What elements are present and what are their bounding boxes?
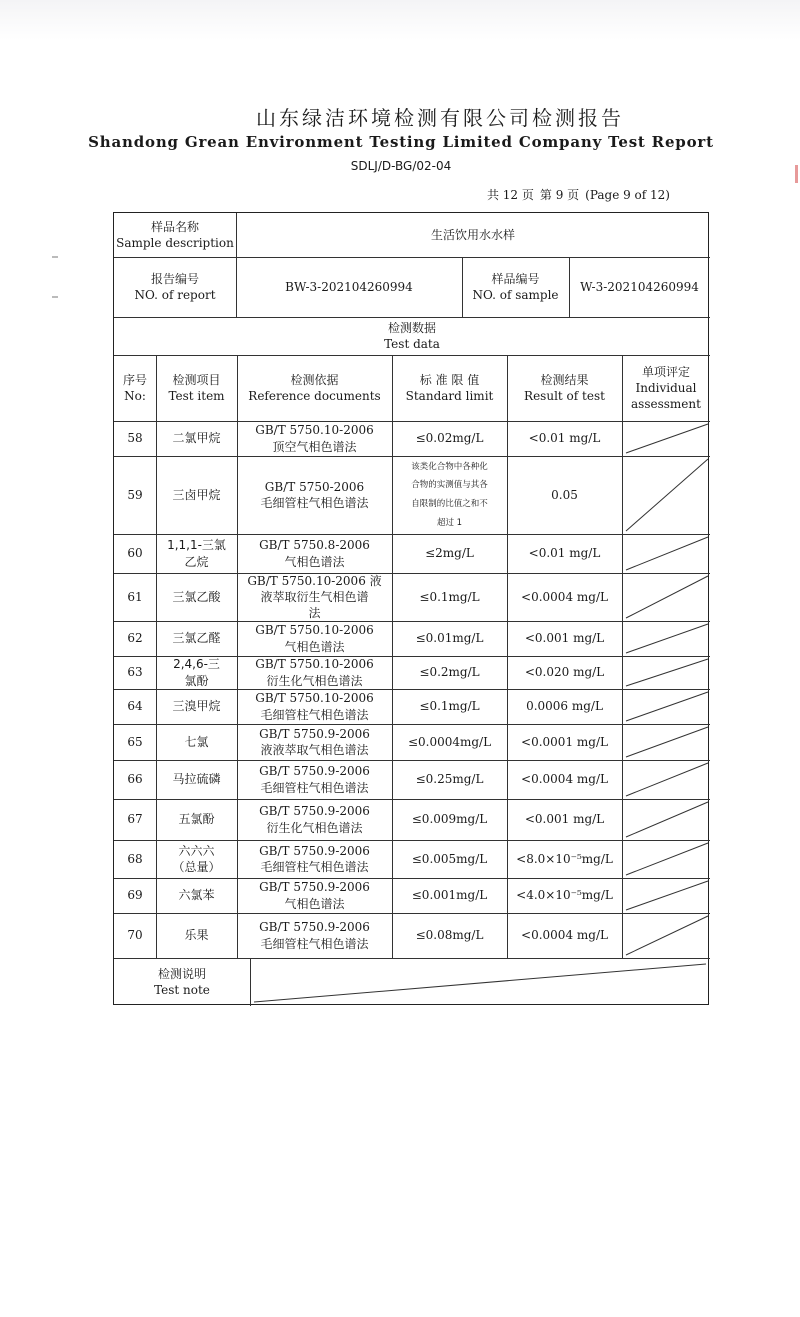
test-result-text: <0.0004 mg/L (521, 589, 608, 604)
row-number (114, 534, 156, 573)
reference-document (237, 760, 392, 799)
col-header-assessment-text: 单项评定 (641, 364, 690, 379)
row-number (114, 573, 156, 621)
test-result (507, 689, 622, 724)
standard-limit-text: 合物的实测值与其各 (411, 480, 488, 491)
reference-document-text: 衍生化气相色谱法 (266, 673, 363, 688)
reference-document (237, 913, 392, 958)
test-result-text: <4.0×10⁻⁵mg/L (516, 888, 613, 903)
row-number (114, 689, 156, 724)
col-header-reference-text: Reference documents (248, 389, 381, 403)
reference-document-text: 毛细管柱气相色谱法 (260, 707, 369, 722)
page-current: 第 9 页 (539, 188, 580, 202)
test-item (156, 573, 237, 621)
test-item-text: 乙烷 (184, 554, 209, 569)
reference-document (237, 878, 392, 913)
test-item-text: 二氯甲烷 (172, 431, 221, 446)
reference-document (237, 456, 392, 534)
reference-document-text: 衍生化气相色谱法 (266, 820, 363, 835)
row-number (114, 456, 156, 534)
test-result-text: 0.0006 mg/L (526, 699, 603, 714)
reference-document-text: GB/T 5750.9-2006 (259, 726, 370, 741)
test-result-text: <8.0×10⁻⁵mg/L (516, 851, 613, 866)
test-item (156, 656, 237, 689)
test-data-title-text: 检测数据 (387, 320, 436, 335)
scan-shadow (0, 0, 800, 40)
assessment-strike (626, 459, 708, 531)
reference-document (237, 621, 392, 656)
row-number-text: 61 (127, 589, 143, 604)
assessment-strike (626, 692, 708, 721)
reference-document-text: 毛细管柱气相色谱法 (260, 780, 369, 795)
standard-limit-text: ≤0.0004mg/L (407, 734, 492, 749)
standard-limit (392, 456, 507, 534)
row-number (114, 656, 156, 689)
reference-document-text: 气相色谱法 (284, 896, 345, 911)
assessment-strike (626, 727, 708, 757)
test-note-label-text: Test note (154, 983, 210, 997)
standard-limit-text: ≤0.2mg/L (419, 665, 480, 680)
reference-document-text: GB/T 5750.9-2006 (259, 920, 370, 935)
test-item-text: 1,1,1-三氯 (167, 538, 226, 553)
report-number-label-text: NO. of report (134, 288, 216, 302)
row-number (114, 913, 156, 958)
test-item-text: 六氯苯 (178, 888, 215, 903)
sample-number-label-text: 样品编号 (491, 271, 540, 286)
col-header-result-text: Result of test (524, 389, 605, 403)
standard-limit (392, 878, 507, 913)
test-result-text: <0.0001 mg/L (521, 734, 608, 749)
row-number-text: 59 (127, 487, 143, 502)
reference-document (237, 840, 392, 878)
test-item (156, 421, 237, 456)
row-number-text: 62 (127, 631, 143, 646)
row-number-text: 64 (127, 699, 143, 714)
reference-document (237, 421, 392, 456)
row-number-text: 60 (127, 546, 143, 561)
test-result-text: <0.001 mg/L (524, 812, 605, 827)
standard-limit-text: ≤0.1mg/L (419, 699, 480, 714)
reference-document-text: 毛细管柱气相色谱法 (260, 860, 369, 874)
reference-document-text: GB/T 5750.8-2006 (259, 538, 370, 553)
standard-limit (392, 760, 507, 799)
row-number (114, 724, 156, 760)
test-data-title-text: Test data (384, 337, 440, 351)
test-item-text: 三卤甲烷 (172, 487, 221, 502)
test-result-text: <0.0004 mg/L (521, 928, 608, 943)
col-header-assessment-text: Individual (635, 380, 697, 395)
reference-document-text: GB/T 5750.9-2006 (259, 804, 370, 819)
col-header-item-text: Test item (168, 389, 225, 403)
assessment-strike (626, 659, 708, 686)
reference-document-text: 毛细管柱气相色谱法 (260, 936, 369, 951)
reference-document-text: GB/T 5750.9-2006 (259, 880, 370, 895)
standard-limit-text: ≤0.08mg/L (415, 928, 484, 943)
row-number (114, 621, 156, 656)
test-result (507, 621, 622, 656)
standard-limit-text: ≤0.001mg/L (411, 888, 488, 903)
sample-description-value-text: 生活饮用水水样 (430, 227, 515, 242)
test-item-text: 六六六 (178, 843, 215, 858)
assessment-strike (626, 802, 708, 837)
test-item (156, 913, 237, 958)
test-result-text: 0.05 (551, 487, 578, 502)
test-item-text: 马拉硫磷 (172, 772, 221, 787)
assessment-strike (626, 424, 708, 453)
col-header-reference-text: 检测依据 (290, 372, 339, 387)
row-number-text: 68 (127, 851, 143, 866)
test-result (507, 913, 622, 958)
reference-document (237, 724, 392, 760)
assessment-strike (626, 881, 708, 910)
reference-document-text: 法 (308, 606, 321, 621)
test-item (156, 621, 237, 656)
test-result (507, 421, 622, 456)
sample-description-label-text: 样品名称 (150, 219, 199, 234)
test-note-label-text: 检测说明 (157, 966, 206, 981)
col-header-assessment-text: assessment (631, 397, 701, 412)
sample-number-value-text: W-3-202104260994 (580, 279, 699, 294)
reference-document (237, 689, 392, 724)
row-number (114, 878, 156, 913)
test-note-label (114, 958, 250, 1006)
test-result-text: <0.001 mg/L (524, 631, 605, 646)
report-number-value-text: BW-3-202104260994 (285, 279, 413, 294)
assessment-strike (626, 843, 708, 875)
reference-document-text: GB/T 5750.10-2006 (255, 691, 374, 706)
test-result (507, 840, 622, 878)
scan-mark (52, 256, 58, 258)
sample-number-label-text: NO. of sample (472, 288, 559, 302)
standard-limit (392, 913, 507, 958)
test-item (156, 724, 237, 760)
row-number-text: 66 (127, 772, 143, 787)
reference-document (237, 573, 392, 621)
reference-document-text: GB/T 5750.9-2006 (259, 843, 370, 858)
test-item-text: 三溴甲烷 (172, 699, 221, 714)
test-result-text: <0.01 mg/L (528, 431, 601, 446)
test-item (156, 456, 237, 534)
sample-description-label-text: Sample description (116, 236, 234, 250)
standard-limit (392, 534, 507, 573)
table-rule (250, 958, 251, 1006)
standard-limit (392, 656, 507, 689)
test-item-text: 乐果 (184, 928, 209, 943)
assessment-strike (626, 624, 708, 653)
page-info (487, 186, 670, 203)
standard-limit-text: 自限制的比值之和不 (411, 499, 488, 509)
test-item-text: 七氯 (184, 734, 209, 749)
reference-document-text: 液液萃取气相色谱法 (260, 743, 369, 757)
col-header-no-text: 序号 (122, 372, 147, 387)
row-number (114, 840, 156, 878)
standard-limit-text: ≤2mg/L (425, 546, 474, 561)
standard-limit (392, 421, 507, 456)
test-result (507, 760, 622, 799)
row-number-text: 65 (127, 734, 143, 749)
document-code: SDLJ/D-BG/02-04 (350, 159, 452, 173)
reference-document-text: 液萃取衍生气相色谱 (260, 589, 369, 604)
row-number-text: 67 (127, 812, 143, 827)
test-item-text: 氯酚 (184, 673, 209, 688)
col-header-item-text: 检测项目 (172, 372, 221, 387)
reference-document-text: 气相色谱法 (284, 554, 345, 569)
standard-limit (392, 573, 507, 621)
test-item (156, 689, 237, 724)
reference-document-text: GB/T 5750.9-2006 (259, 764, 370, 779)
reference-document (237, 534, 392, 573)
reference-document-text: 顶空气相色谱法 (272, 439, 357, 454)
standard-limit (392, 621, 507, 656)
report-table (113, 212, 709, 1005)
reference-document-text: GB/T 5750.10-2006 (255, 657, 374, 672)
test-item-text: 三氯乙酸 (172, 589, 221, 604)
row-number-text: 58 (127, 431, 143, 446)
row-number (114, 421, 156, 456)
row-number (114, 760, 156, 799)
standard-limit-text: ≤0.005mg/L (411, 851, 488, 866)
note-strike (254, 964, 706, 1002)
row-number-text: 63 (127, 665, 143, 680)
test-result-text: <0.020 mg/L (524, 665, 605, 680)
reference-document-text: 气相色谱法 (284, 639, 345, 654)
col-header-no-text: No: (124, 389, 146, 403)
col-header-limit-text: 标 准 限 值 (419, 372, 480, 387)
test-result (507, 534, 622, 573)
standard-limit-text: ≤0.25mg/L (415, 772, 484, 787)
test-item (156, 760, 237, 799)
test-item-text: 2,4,6-三 (173, 657, 220, 672)
reference-document-text: GB/T 5750.10-2006 (255, 623, 374, 638)
assessment-strike (626, 537, 708, 570)
test-item-text: （总量） (172, 860, 221, 874)
report-number-label-text: 报告编号 (150, 271, 199, 286)
col-header-result-text: 检测结果 (540, 372, 589, 387)
standard-limit-text: ≤0.01mg/L (415, 631, 484, 646)
row-number-text: 69 (127, 888, 143, 903)
test-result (507, 573, 622, 621)
col-header-limit-text: Standard limit (405, 389, 494, 403)
test-item (156, 534, 237, 573)
row-number (114, 799, 156, 840)
standard-limit-text: ≤0.1mg/L (419, 589, 480, 604)
reference-document-text: GB/T 5750.10-2006 (255, 423, 374, 438)
reference-document-text: GB/T 5750.10-2006 液 (247, 573, 382, 588)
test-result (507, 878, 622, 913)
test-result-text: <0.0004 mg/L (521, 772, 608, 787)
reference-document-text: GB/T 5750-2006 (264, 479, 365, 494)
test-result (507, 656, 622, 689)
report-title-en: Shandong Grean Environment Testing Limited Company Test Report (88, 133, 714, 151)
test-result (507, 456, 622, 534)
test-item-text: 五氯酚 (178, 812, 215, 827)
row-number-text: 70 (127, 928, 143, 943)
test-item (156, 840, 237, 878)
test-result (507, 724, 622, 760)
report-title-cn: 山东绿洁环境检测有限公司检测报告 (256, 106, 624, 130)
test-result-text: <0.01 mg/L (528, 546, 601, 561)
standard-limit (392, 724, 507, 760)
test-item (156, 799, 237, 840)
reference-document-text: 毛细管柱气相色谱法 (260, 496, 369, 510)
scan-mark (52, 296, 58, 298)
test-item (156, 878, 237, 913)
reference-document (237, 656, 392, 689)
test-result (507, 799, 622, 840)
assessment-strike (626, 916, 708, 955)
standard-limit-text: 该类化合物中各种化 (411, 461, 488, 472)
test-item-text: 三氯乙醛 (172, 631, 221, 646)
standard-limit-text: ≤0.009mg/L (411, 812, 488, 827)
standard-limit-text: ≤0.02mg/L (415, 431, 484, 446)
standard-limit-text: 超过 1 (436, 517, 463, 528)
assessment-strike (626, 763, 708, 796)
standard-limit (392, 689, 507, 724)
page-en: (Page 9 of 12) (585, 188, 670, 202)
page-total: 共 12 页 (486, 188, 534, 202)
standard-limit (392, 799, 507, 840)
assessment-strike (626, 576, 708, 618)
reference-document (237, 799, 392, 840)
standard-limit (392, 840, 507, 878)
